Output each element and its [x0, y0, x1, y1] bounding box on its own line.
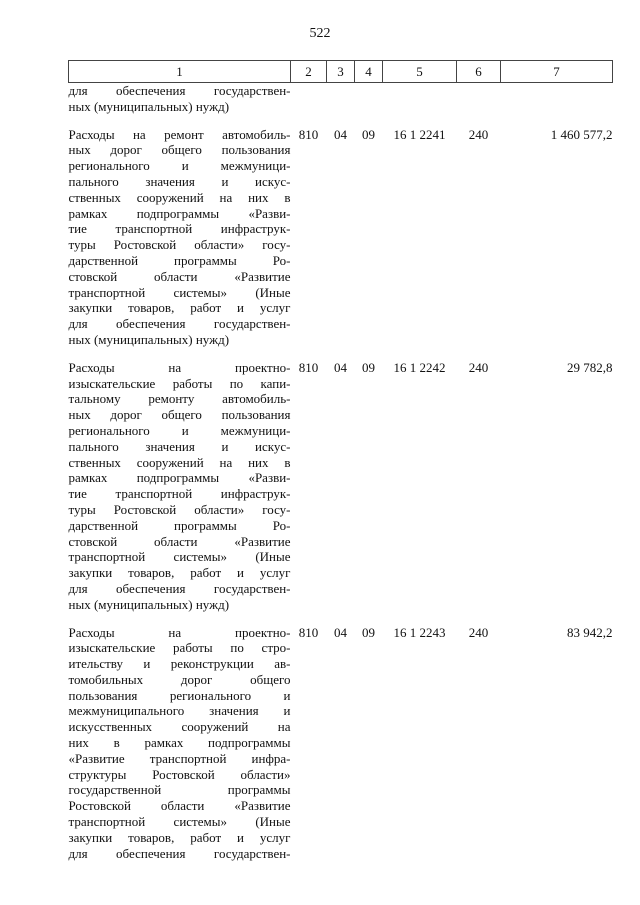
row-spacer-cell: [69, 613, 613, 625]
description-line: Расходы на проектно-: [68, 359, 291, 375]
row-code-5: 16 1 2242: [393, 359, 446, 375]
row-spacer-cell: [69, 348, 613, 360]
row-code-6: 240: [468, 624, 489, 640]
table-row: [69, 360, 613, 613]
row-code-5: 16 1 2243: [393, 624, 446, 640]
row-code-2: [291, 83, 327, 115]
row-spacer: [69, 613, 613, 625]
description-line: дарственной программы Ро-: [68, 517, 291, 533]
description-line: регионального и межмуници-: [68, 422, 291, 438]
description-line: для обеспечения государствен-: [68, 316, 291, 332]
description-line: государственной программы: [68, 782, 291, 798]
column-number-4: 4: [355, 61, 383, 83]
description-line: транспортной системы» (Иные: [68, 549, 291, 565]
description-line: регионального и межмуници-: [68, 158, 291, 174]
table-row: [69, 625, 613, 862]
description-line: закупки товаров, работ и услуг: [68, 829, 291, 845]
description-line: дарственной программы Ро-: [68, 252, 291, 268]
description-line: «Развитие транспортной инфра-: [68, 750, 291, 766]
description-line: ных дорог общего пользования: [68, 142, 291, 158]
description-line: закупки товаров, работ и услуг: [68, 565, 291, 581]
description-line: ных (муниципальных) нужд): [68, 596, 230, 612]
row-code-6: [457, 83, 501, 115]
row-code-3: [327, 83, 355, 115]
description-line: рамках подпрограммы «Разви-: [68, 470, 291, 486]
row-code-2: 810: [298, 624, 319, 640]
description-line: искусственных сооружений на: [68, 719, 291, 735]
description-line: пользования регионального и: [68, 687, 291, 703]
row-code-5: 16 1 2241: [393, 126, 446, 142]
description-line: межмуниципального значения и: [68, 703, 291, 719]
description-line: ных (муниципальных) нужд): [68, 98, 230, 114]
column-number-7: 7: [501, 61, 613, 83]
row-code-6: 240: [468, 359, 489, 375]
description-line: них в рамках подпрограммы: [68, 735, 291, 751]
row-description: [69, 127, 291, 348]
row-code-3: 04: [334, 624, 347, 640]
description-line: транспортной системы» (Иные: [68, 284, 291, 300]
column-number-6: 6: [457, 61, 501, 83]
row-amount: 83 942,2: [567, 624, 613, 640]
table-body: [69, 83, 613, 862]
description-line: тальному ремонту автомобиль-: [68, 391, 291, 407]
row-code-5: [383, 83, 457, 115]
column-number-5: 5: [383, 61, 457, 83]
description-line: ных дорог общего пользования: [68, 407, 291, 423]
description-line: ительству и реконструкции ав-: [68, 656, 291, 672]
column-number-row: [69, 61, 613, 83]
description-line: рамках подпрограммы «Разви-: [68, 205, 291, 221]
row-spacer: [69, 115, 613, 127]
description-line: тие транспортной инфраструк-: [68, 221, 291, 237]
description-line: стовской области «Развитие: [68, 533, 291, 549]
column-number-1: 1: [69, 61, 291, 83]
budget-table: [68, 60, 613, 861]
page-number: 522: [309, 26, 331, 41]
description-line: туры Ростовской области» госу-: [68, 501, 291, 517]
row-code-3: 04: [334, 126, 347, 142]
description-line: закупки товаров, работ и услуг: [68, 300, 291, 316]
description-line: Ростовской области «Развитие: [68, 798, 291, 814]
row-description: [69, 83, 291, 115]
row-code-2: 810: [298, 126, 319, 142]
table-row: [69, 83, 613, 115]
row-code-2: 810: [298, 359, 319, 375]
description-line: туры Ростовской области» госу-: [68, 237, 291, 253]
description-line: Расходы на ремонт автомобиль-: [68, 126, 291, 142]
row-description: [69, 625, 291, 862]
description-line: томобильных дорог общего: [68, 671, 291, 687]
column-number-2: 2: [291, 61, 327, 83]
description-line: ственных сооружений на них в: [68, 189, 291, 205]
description-line: для обеспечения государствен-: [68, 580, 291, 596]
description-line: пального значения и искус-: [68, 173, 291, 189]
row-spacer: [69, 348, 613, 360]
description-line: изыскательские работы по стро-: [68, 640, 291, 656]
description-line: ных (муниципальных) нужд): [68, 331, 230, 347]
row-amount: 29 782,8: [567, 359, 613, 375]
row-description: [69, 360, 291, 613]
row-code-6: 240: [468, 126, 489, 142]
description-line: для обеспечения государствен-: [68, 83, 291, 98]
row-code-4: 09: [362, 624, 375, 640]
row-code-3: 04: [334, 359, 347, 375]
row-spacer-cell: [69, 115, 613, 127]
row-code-4: [355, 83, 383, 115]
row-amount: [501, 83, 613, 115]
description-line: структуры Ростовской области»: [68, 766, 291, 782]
description-line: пального значения и искус-: [68, 438, 291, 454]
row-amount: 1 460 577,2: [550, 126, 613, 142]
description-line: стовской области «Развитие: [68, 268, 291, 284]
table-row: [69, 127, 613, 348]
description-line: транспортной системы» (Иные: [68, 814, 291, 830]
description-line: изыскательские работы по капи-: [68, 375, 291, 391]
row-code-4: 09: [362, 126, 375, 142]
row-code-4: 09: [362, 359, 375, 375]
column-number-3: 3: [327, 61, 355, 83]
description-line: тие транспортной инфраструк-: [68, 486, 291, 502]
description-line: ственных сооружений на них в: [68, 454, 291, 470]
description-line: для обеспечения государствен-: [68, 845, 291, 861]
description-line: Расходы на проектно-: [68, 624, 291, 640]
